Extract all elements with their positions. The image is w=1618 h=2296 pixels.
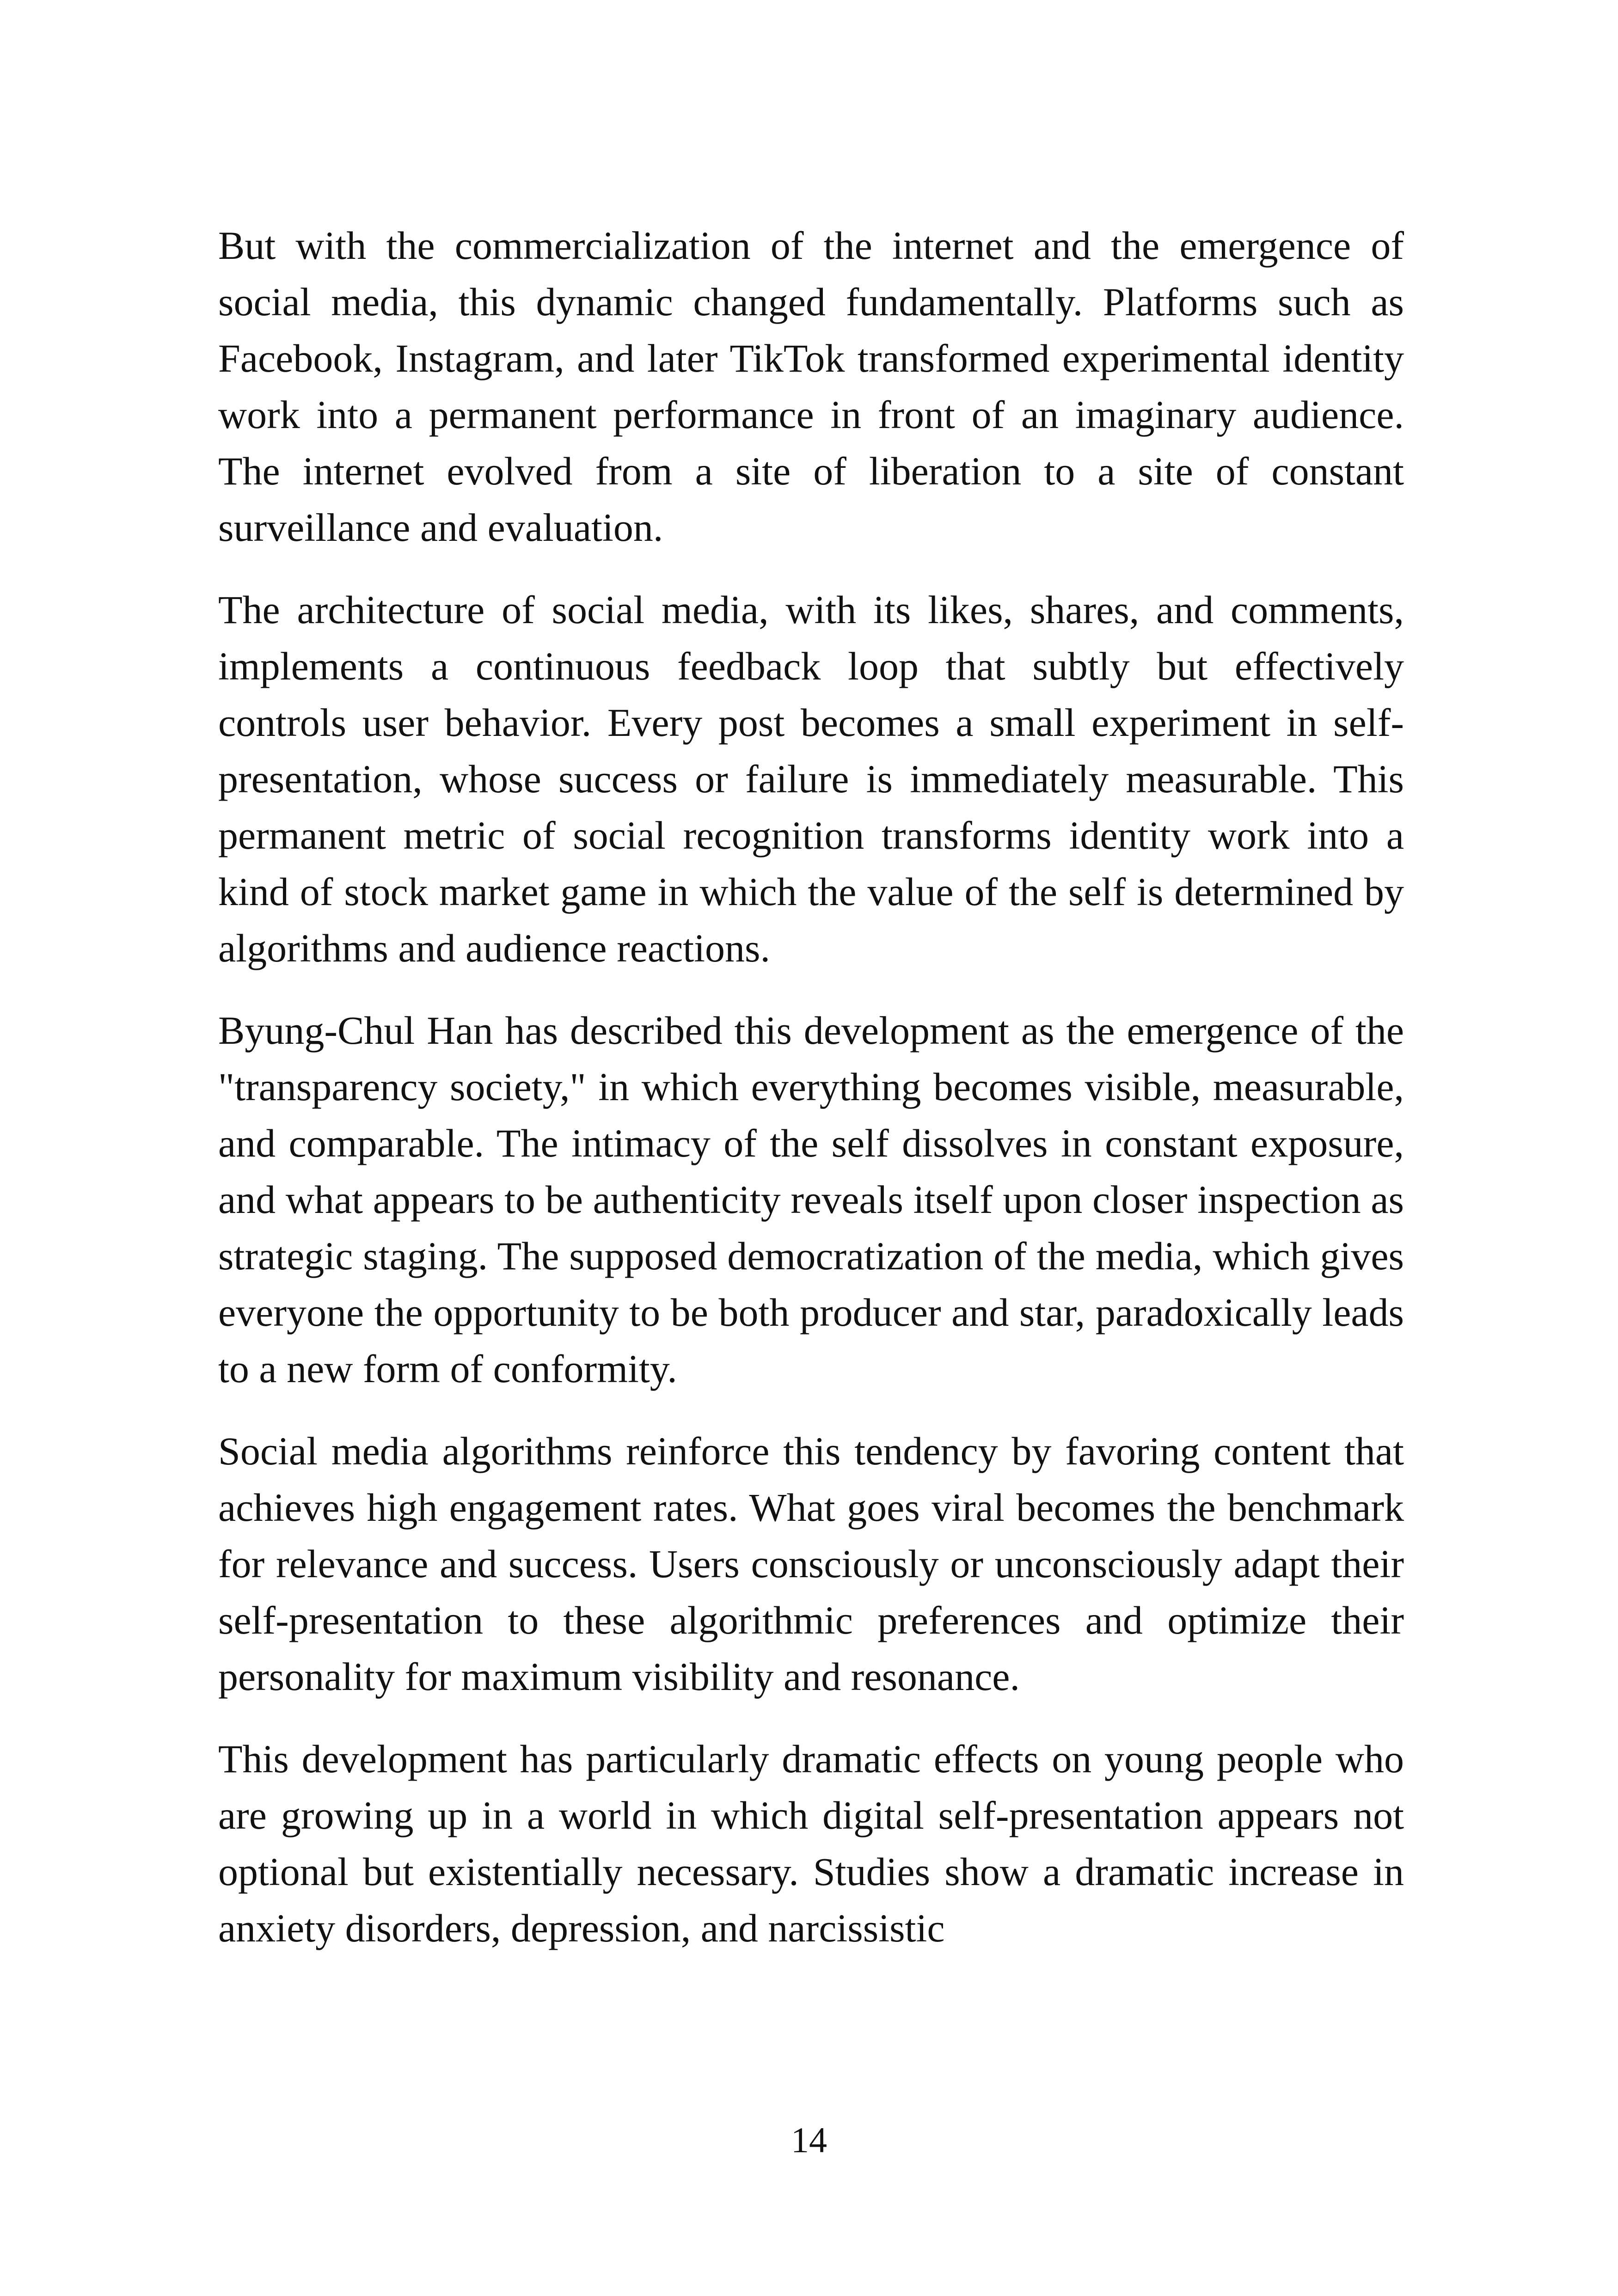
paragraph-1: But with the commercialization of the internet and the emergence of social media, this dynamic changed fundamentally. Platforms such as Facebook, Instagram, and later TikTok transformed experimental identity work into a permanent performance in front of an imaginary audience. The internet evolved from a site of liberation to a site of constant surveillance and evaluation. — [218, 223, 1404, 550]
page-number: 14 — [791, 2120, 827, 2160]
paragraph-3: Byung-Chul Han has described this development as the emergence of the "transparency society," in which everything becomes visible, measurable, and comparable. The intimacy of the self dissolves in constant exposure, and what appears to be authenticity reveals itself upon closer inspection as strategic staging. The supposed democratization of the media, which gives everyone the opportunity to be both producer and star, paradoxically leads to a new form of conformity. — [218, 1008, 1404, 1391]
paragraph-2: The architecture of social media, with its likes, shares, and comments, implements a continuous feedback loop that subtly but effectively controls user behavior. Every post becomes a small experiment in self-presentation, whose success or failure is immediately measurable. This permanent metric of social recognition transforms identity work into a kind of stock market game in which the value of the self is determined by algorithms and audience reactions. — [218, 588, 1404, 970]
body-text — [218, 217, 1404, 1982]
paragraph-4: Social media algorithms reinforce this tendency by favoring content that achieves high engagement rates. What goes viral becomes the benchmark for relevance and success. Users consciously or unconsciously adapt their self-presentation to these algorithmic preferences and optimize their personality for maximum visibility and resonance. — [218, 1429, 1404, 1699]
paragraph-5: This development has particularly dramatic effects on young people who are growing up in a world in which digital self-presentation appears not optional but existentially necessary. Studies show a dramatic increase in anxiety disorders, depression, and narcissistic — [218, 1737, 1404, 1950]
